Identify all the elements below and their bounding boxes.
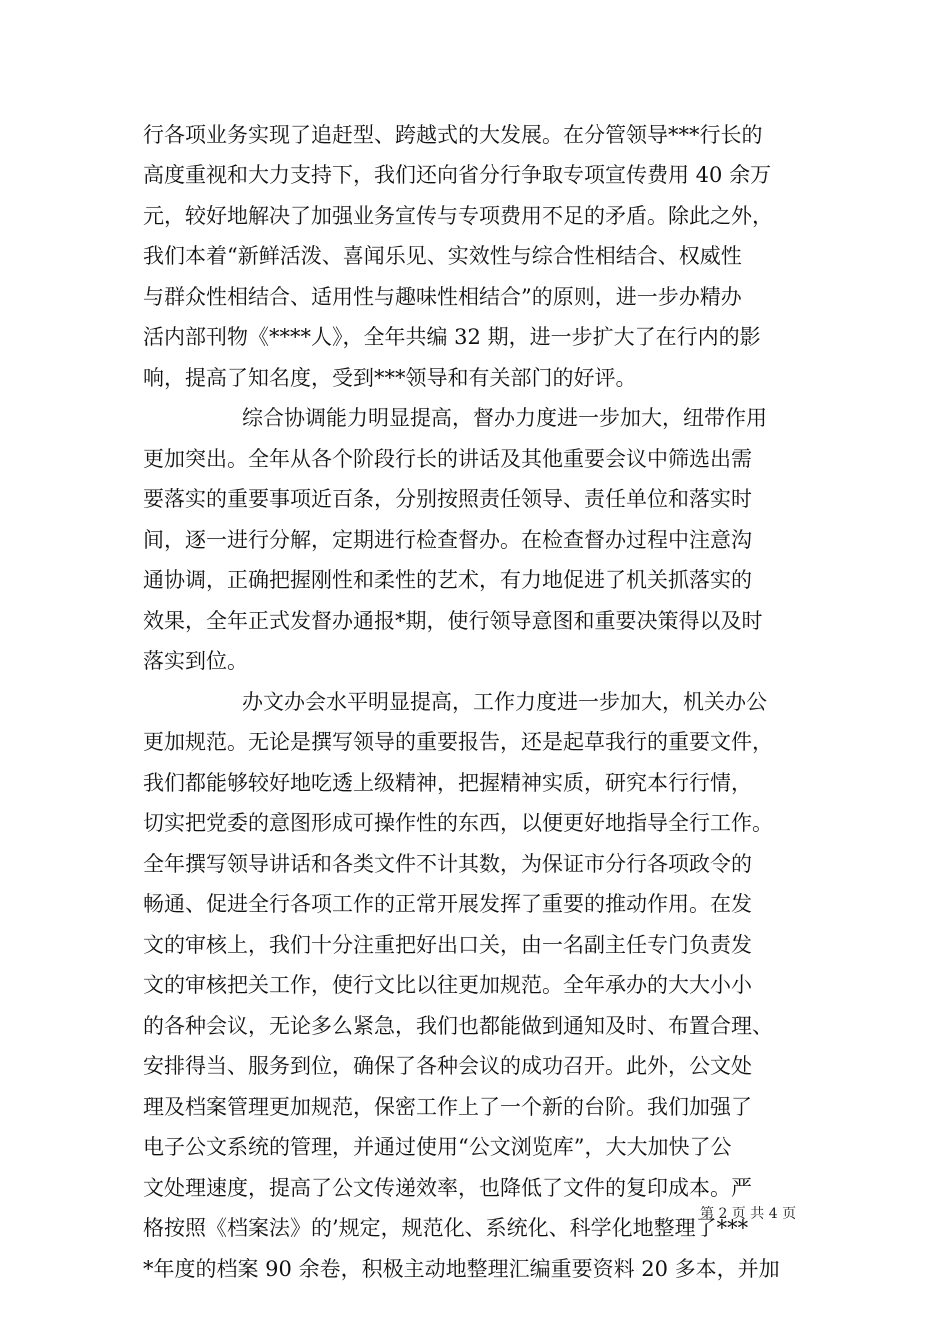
text-line: 更加突出。全年从各个阶段行长的讲话及其他重要会议中筛选出需 [143, 447, 752, 471]
text-line: 行各项业务实现了追赶型、跨越式的大发展。在分管领导***行长的 [143, 123, 763, 147]
text-line: 文处理速度，提高了公文传递效率，也降低了文件的复印成本。严 [143, 1176, 752, 1200]
text-line: 效果，全年正式发督办通报*期，使行领导意图和重要决策得以及时 [143, 609, 763, 633]
text-line: 理及档案管理更加规范，保密工作上了一个新的台阶。我们加强了 [143, 1095, 752, 1119]
text-line: 元，较好地解决了加强业务宣传与专项费用不足的矛盾。除此之外， [143, 204, 773, 228]
text-line: 安排得当、服务到位，确保了各种会议的成功召开。此外，公文处 [143, 1054, 752, 1078]
text-line: 落实到位。 [143, 649, 248, 673]
text-line: 响，提高了知名度，受到***领导和有关部门的好评。 [143, 366, 637, 390]
text-line: 综合协调能力明显提高，督办力度进一步加大，纽带作用 [242, 406, 767, 430]
text-line: *年度的档案 90 余卷，积极主动地整理汇编重要资料 20 多本，并加 [143, 1257, 780, 1281]
text-line: 全年撰写领导讲话和各类文件不计其数，为保证市分行各项政令的 [143, 852, 752, 876]
text-line: 要落实的重要事项近百条，分别按照责任领导、责任单位和落实时 [143, 487, 752, 511]
text-line: 文的审核把关工作，使行文比以往更加规范。全年承办的大大小小 [143, 973, 752, 997]
text-line: 我们本着“新鲜活泼、喜闻乐见、实效性与综合性相结合、权威性 [143, 244, 742, 268]
text-line: 通协调，正确把握刚性和柔性的艺术，有力地促进了机关抓落实的 [143, 568, 752, 592]
text-line: 与群众性相结合、适用性与趣味性相结合”的原则，进一步办精办 [143, 285, 742, 309]
text-line: 的各种会议，无论多么紧急，我们也都能做到通知及时、布置合理、 [143, 1014, 773, 1038]
text-line: 畅通、促进全行各项工作的正常开展发挥了重要的推动作用。在发 [143, 892, 752, 916]
text-line: 办文办会水平明显提高，工作力度进一步加大，机关办公 [242, 690, 767, 714]
text-line: 更加规范。无论是撰写领导的重要报告，还是起草我行的重要文件， [143, 730, 773, 754]
text-line: 我们都能够较好地吃透上级精神，把握精神实质，研究本行行情， [143, 771, 752, 795]
text-line: 格按照《档案法》的’规定，规范化、系统化、科学化地整理了*** [143, 1216, 749, 1240]
text-line: 高度重视和大力支持下，我们还向省分行争取专项宣传费用 40 余万 [143, 163, 772, 187]
text-line: 间，逐一进行分解，定期进行检查督办。在检查督办过程中注意沟 [143, 528, 752, 552]
text-line: 电子公文系统的管理，并通过使用“公文浏览库”，大大加快了公 [143, 1135, 732, 1159]
text-line: 活内部刊物《****人》，全年共编 32 期，进一步扩大了在行内的影 [143, 325, 761, 349]
text-line: 切实把党委的意图形成可操作性的东西，以便更好地指导全行工作。 [143, 811, 773, 835]
page-number-footer: 第 2 页 共 4 页 [700, 1206, 797, 1222]
text-line: 文的审核上，我们十分注重把好出口关，由一名副主任专门负责发 [143, 933, 752, 957]
